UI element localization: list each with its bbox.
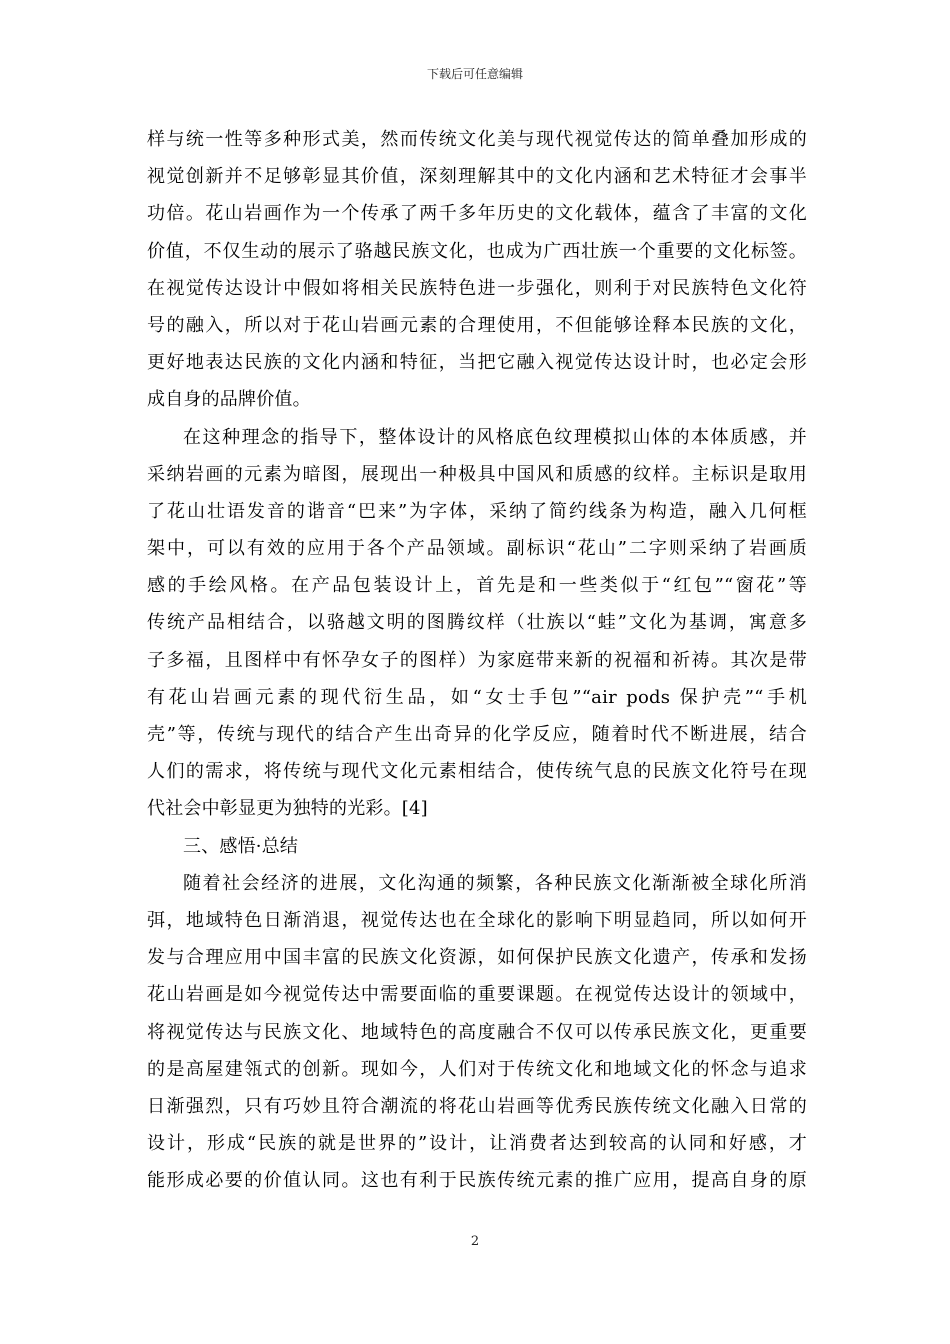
text-line: 采纳岩画的元素为暗图，展现出一种极具中国风和质感的纹样。主标识是取用: [147, 463, 807, 485]
text-line: 花山岩画是如今视觉传达中需要面临的重要课题。在视觉传达设计的领域中，: [147, 984, 807, 1006]
text-line: 能形成必要的价值认同。这也有利于民族传统元素的推广应用，提高自身的原: [147, 1170, 807, 1192]
text-line: 随着社会经济的进展，文化沟通的频繁，各种民族文化渐渐被全球化所消: [183, 872, 807, 894]
text-line: 传统产品相结合，以骆越文明的图腾纹样（壮族以“蛙”文化为基调，寓意多: [147, 612, 807, 634]
text-line: 在这种理念的指导下，整体设计的风格底色纹理模拟山体的本体质感，并: [183, 426, 807, 448]
text-line: 了花山壮语发音的谐音“巴来”为字体，采纳了简约线条为构造，融入几何框: [147, 500, 807, 522]
text-line: 人们的需求，将传统与现代文化元素相结合，使传统气息的民族文化符号在现: [147, 761, 807, 783]
text-line: 在视觉传达设计中假如将相关民族特色进一步强化，则利于对民族特色文化符: [147, 277, 807, 299]
page-header-note: 下载后可任意编辑: [426, 67, 523, 81]
page-number: 2: [470, 1234, 480, 1249]
text-line: 将视觉传达与民族文化、地域特色的高度融合不仅可以传承民族文化，更重要: [147, 1021, 807, 1043]
text-line: 号的融入，所以对于花山岩画元素的合理使用，不但能够诠释本民族的文化，: [147, 314, 807, 336]
text-line: 视觉创新并不足够彰显其价值，深刻理解其中的文化内涵和艺术特征才会事半: [147, 166, 807, 188]
section-heading: 三、感悟·总结: [183, 835, 299, 857]
text-line: 感的手绘风格。在产品包装设计上，首先是和一些类似于“红包”“窗花”等: [147, 575, 807, 597]
text-line: 壳”等，传统与现代的结合产生出奇异的化学反应，随着时代不断进展，结合: [147, 724, 807, 745]
text-line: 设计，形成“民族的就是世界的”设计，让消费者达到较高的认同和好感，才: [147, 1133, 807, 1155]
text-line: 代社会中彰显更为独特的光彩。[4]: [147, 798, 428, 820]
text-line: 价值，不仅生动的展示了骆越民族文化，也成为广西壮族一个重要的文化标签。: [147, 240, 807, 262]
text-line: 架中，可以有效的应用于各个产品领域。副标识“花山”二字则采纳了岩画质: [147, 538, 807, 560]
text-line: 有花山岩画元素的现代衍生品，如“女士手包”“air pods 保护壳”“手机: [147, 686, 807, 708]
text-line: 更好地表达民族的文化内涵和特征，当把它融入视觉传达设计时，也必定会形: [147, 352, 807, 374]
text-line: 的是高屋建瓴式的创新。现如今，人们对于传统文化和地域文化的怀念与追求: [147, 1058, 807, 1080]
text-line: 日渐强烈，只有巧妙且符合潮流的将花山岩画等优秀民族传统文化融入日常的: [147, 1095, 807, 1117]
text-line: 功倍。花山岩画作为一个传承了两千多年历史的文化载体，蕴含了丰富的文化: [147, 203, 807, 225]
text-line: 样与统一性等多种形式美，然而传统文化美与现代视觉传达的简单叠加形成的: [147, 129, 807, 150]
text-line: 弭，地域特色日渐消退，视觉传达也在全球化的影响下明显趋同，所以如何开: [147, 909, 807, 931]
text-line: 成自身的品牌价值。: [147, 389, 311, 411]
document-body: [147, 121, 807, 1199]
text-line: 子多福，且图样中有怀孕女子的图样）为家庭带来新的祝福和祈祷。其次是带: [147, 649, 807, 671]
text-line: 发与合理应用中国丰富的民族文化资源，如何保护民族文化遗产，传承和发扬: [147, 947, 807, 969]
